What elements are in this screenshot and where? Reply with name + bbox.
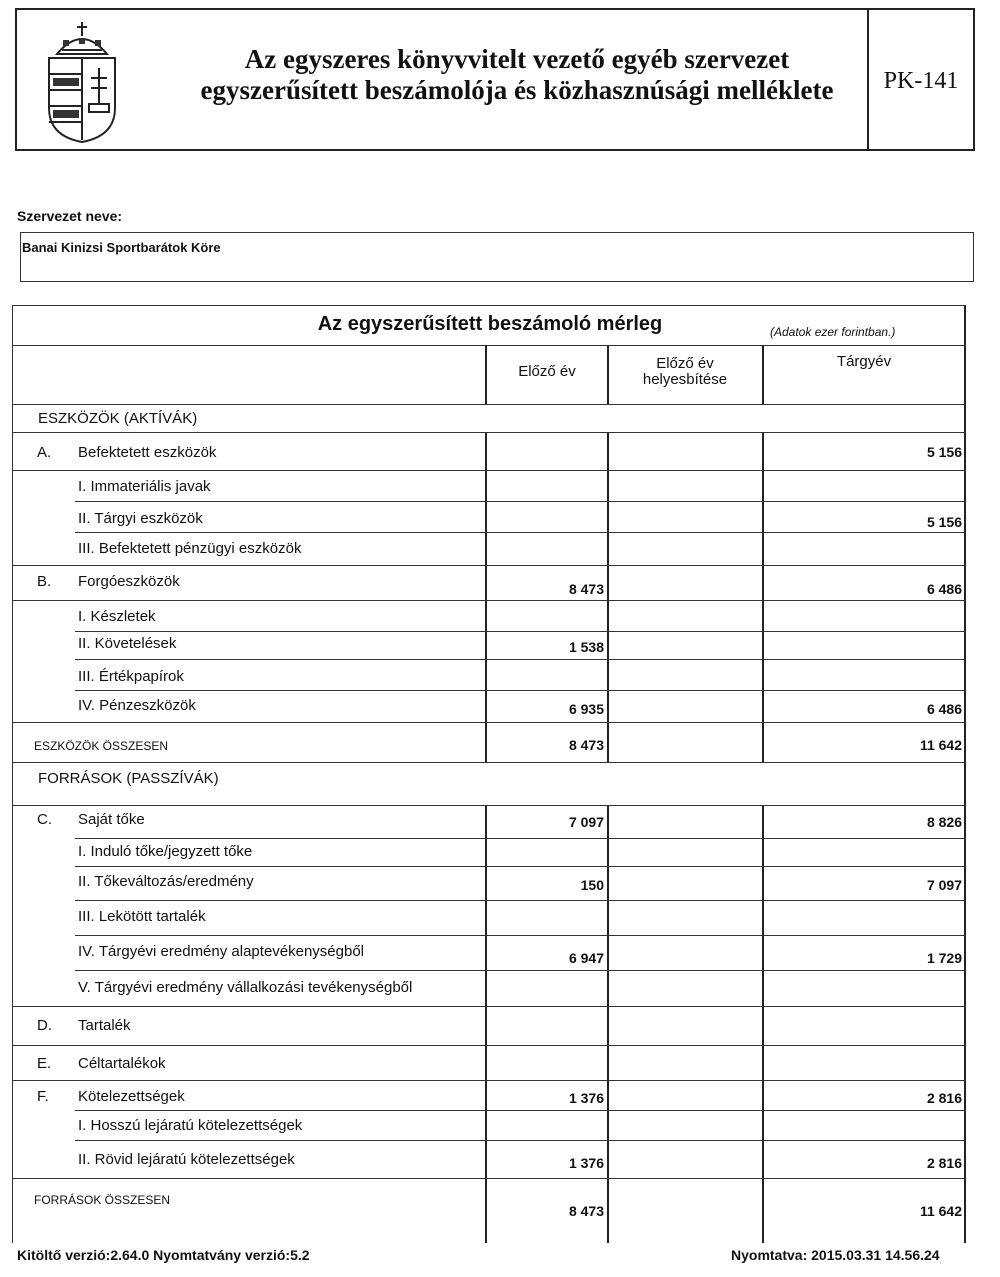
grid-line	[762, 345, 764, 404]
value-current-year: 6 486	[926, 581, 962, 597]
column-header-current-year: Tárgyév	[836, 353, 892, 370]
grid-line	[75, 532, 966, 533]
grid-line	[75, 935, 966, 936]
grid-line	[607, 432, 609, 762]
grid-line	[12, 470, 966, 471]
row-label: II. Tőkeváltozás/eredmény	[78, 873, 254, 890]
value-prev-year: 150	[580, 877, 604, 893]
grid-line	[762, 432, 764, 762]
grid-line	[12, 722, 966, 723]
row-label: I. Készletek	[78, 608, 156, 625]
row-code: C.	[37, 811, 52, 828]
row-code: E.	[37, 1055, 52, 1072]
coat-of-arms-icon	[27, 16, 137, 146]
row-code: D.	[37, 1017, 52, 1034]
form-header	[15, 8, 975, 151]
grid-line	[75, 501, 966, 502]
row-label: FORRÁSOK ÖSSZESEN	[34, 1193, 171, 1207]
grid-line	[12, 404, 966, 405]
form-code: PK-141	[883, 68, 959, 94]
value-prev-year: 6 935	[568, 701, 604, 717]
row-code: A.	[37, 444, 52, 461]
grid-line	[607, 345, 609, 404]
grid-line	[12, 1178, 966, 1179]
grid-line	[75, 1140, 966, 1141]
unit-note: (Adatok ezer forintban.)	[770, 325, 896, 339]
value-current-year: 11 642	[919, 737, 962, 753]
column-header-prev-year-correction-line1: Előző év	[656, 355, 714, 372]
grid-line	[12, 1006, 966, 1007]
row-label: IV. Pénzeszközök	[78, 697, 196, 714]
grid-line	[485, 432, 487, 762]
row-label: ESZKÖZÖK (AKTÍVÁK)	[38, 410, 198, 427]
value-current-year: 8 826	[926, 814, 962, 830]
balance-table-title: Az egyszerűsített beszámoló mérleg	[317, 313, 663, 335]
row-label: I. Immateriális javak	[78, 478, 211, 495]
organization-name: Banai Kinizsi Sportbarátok Köre	[22, 240, 221, 255]
grid-line	[75, 631, 966, 632]
grid-line	[12, 1045, 966, 1046]
row-label: Céltartalékok	[78, 1055, 166, 1072]
row-label: III. Lekötött tartalék	[78, 908, 206, 925]
value-prev-year: 1 376	[568, 1155, 604, 1171]
value-current-year: 1 729	[926, 950, 962, 966]
grid-line	[75, 690, 966, 691]
grid-line	[75, 838, 966, 839]
row-label: II. Követelések	[78, 635, 177, 652]
column-header-prev-year-correction	[609, 356, 761, 388]
grid-line	[75, 1110, 966, 1111]
value-current-year: 2 816	[926, 1090, 962, 1106]
grid-line	[12, 432, 966, 433]
value-prev-year: 1 538	[568, 639, 604, 655]
column-header-prev-year-correction-line2: helyesbítése	[642, 371, 728, 388]
form-title-line2: egyszerűsített beszámolója és közhasznúsági melléklete	[200, 75, 834, 105]
row-label: I. Induló tőke/jegyzett tőke	[78, 843, 253, 860]
row-label: Befektetett eszközök	[78, 444, 217, 461]
organization-name-field	[20, 232, 974, 282]
row-label: Tartalék	[78, 1017, 131, 1034]
row-label: III. Értékpapírok	[78, 668, 184, 685]
header-divider	[12, 345, 966, 346]
grid-line	[12, 600, 966, 601]
value-current-year: 7 097	[926, 877, 962, 893]
row-label: IV. Tárgyévi eredmény alaptevékenységből	[78, 943, 365, 960]
row-label: II. Tárgyi eszközök	[78, 510, 203, 527]
grid-line	[12, 805, 966, 806]
print-timestamp: Nyomtatva: 2015.03.31 14.56.24	[731, 1247, 940, 1263]
value-prev-year: 8 473	[568, 581, 604, 597]
row-label: Saját tőke	[78, 811, 145, 828]
value-prev-year: 1 376	[568, 1090, 604, 1106]
row-label: Kötelezettségek	[78, 1088, 185, 1105]
row-label: V. Tárgyévi eredmény vállalkozási tevékenységből	[78, 979, 413, 996]
value-prev-year: 7 097	[568, 814, 604, 830]
grid-line	[75, 659, 966, 660]
grid-line	[75, 900, 966, 901]
row-label: I. Hosszú lejáratú kötelezettségek	[78, 1117, 303, 1134]
form-title-line1: Az egyszeres könyvvitelt vezető egyéb szervezet	[244, 44, 790, 74]
grid-line	[75, 970, 966, 971]
value-current-year: 11 642	[919, 1203, 962, 1219]
row-label: II. Rövid lejáratú kötelezettségek	[78, 1151, 295, 1168]
row-label: ESZKÖZÖK ÖSSZESEN	[34, 739, 169, 753]
value-prev-year: 6 947	[568, 950, 604, 966]
organization-label: Szervezet neve:	[17, 208, 123, 224]
row-label: III. Befektetett pénzügyi eszközök	[78, 540, 302, 557]
form-code-box	[867, 10, 973, 149]
value-current-year: 2 816	[926, 1155, 962, 1171]
grid-line	[12, 1080, 966, 1081]
value-prev-year: 8 473	[568, 1203, 604, 1219]
grid-line	[12, 565, 966, 566]
value-current-year: 5 156	[926, 444, 962, 460]
row-code: B.	[37, 573, 52, 590]
column-header-prev-year: Előző év	[518, 363, 576, 380]
value-prev-year: 8 473	[568, 737, 604, 753]
row-label: Forgóeszközök	[78, 573, 180, 590]
grid-line	[485, 345, 487, 404]
form-title	[167, 44, 867, 106]
version-info: Kitöltő verzió:2.64.0 Nyomtatvány verzió:5.2	[17, 1247, 310, 1263]
row-code: F.	[37, 1088, 49, 1105]
value-current-year: 5 156	[926, 514, 962, 530]
grid-line	[75, 866, 966, 867]
row-label: FORRÁSOK (PASSZÍVÁK)	[38, 770, 219, 787]
value-current-year: 6 486	[926, 701, 962, 717]
grid-line	[12, 762, 966, 763]
